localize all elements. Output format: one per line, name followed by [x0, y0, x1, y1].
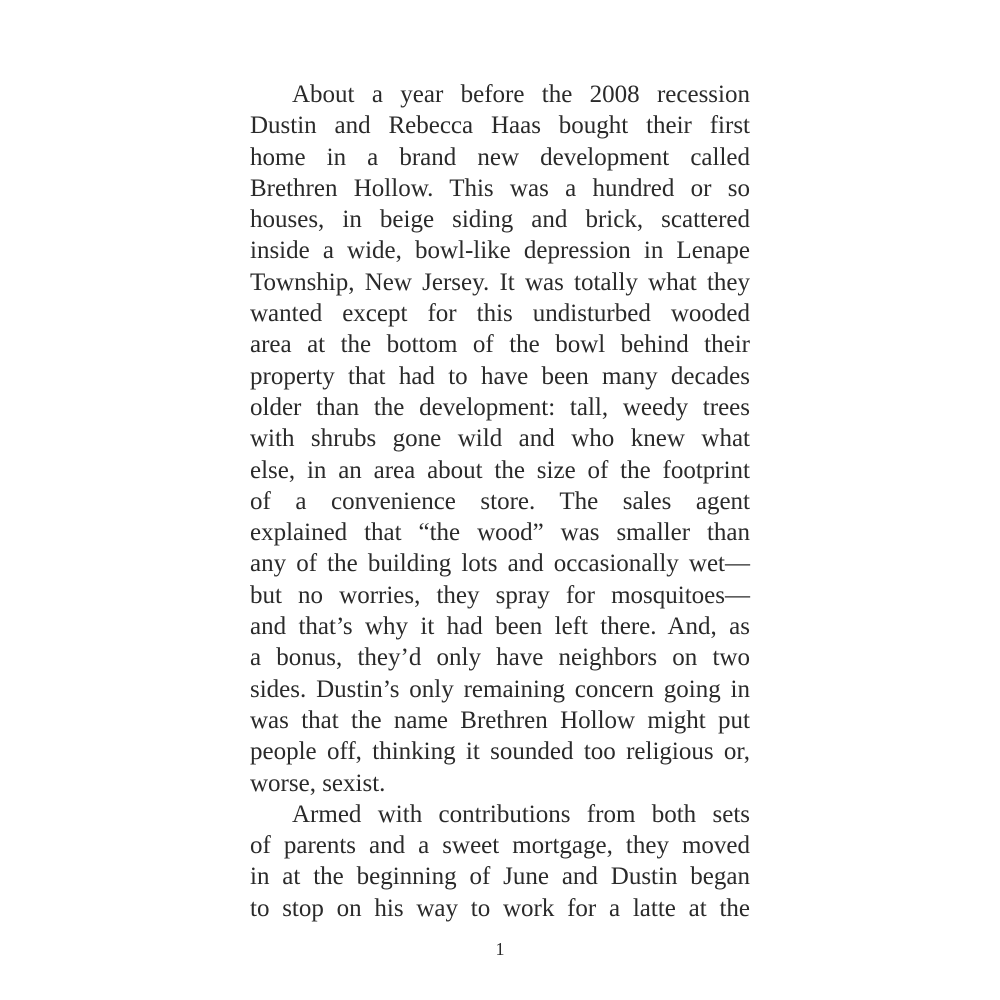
text-line: Armed with contributions from both sets — [292, 800, 750, 828]
text-line: inside a wide, bowl-like depression in Lenape — [250, 237, 750, 265]
text-line: wanted except for this undisturbed wooded — [250, 300, 750, 328]
paragraph-1 — [250, 79, 750, 799]
text-line: people off, thinking it sounded too religious or, — [250, 738, 750, 766]
text-line: was that the name Brethren Hollow might put — [250, 706, 750, 734]
text-line: home in a brand new development called — [250, 143, 750, 171]
text-line: else, in an area about the size of the footprint — [250, 456, 750, 484]
text-line: of parents and a sweet mortgage, they moved — [250, 832, 750, 860]
text-line: sides. Dustin’s only remaining concern going in — [250, 675, 750, 703]
text-line: About a year before the 2008 recession — [292, 81, 750, 108]
text-line: with shrubs gone wild and who knew what — [250, 425, 750, 453]
text-line: to stop on his way to work for a latte at the — [250, 894, 750, 922]
body-text — [250, 79, 750, 924]
text-line: a bonus, they’d only have neighbors on two — [250, 644, 750, 672]
text-line: area at the bottom of the bowl behind their — [250, 331, 750, 359]
text-line: Township, New Jersey. It was totally what they — [250, 268, 750, 296]
text-line: but no worries, they spray for mosquitoes— — [250, 581, 750, 609]
text-line: of a convenience store. The sales agent — [250, 487, 750, 515]
text-line: Dustin and Rebecca Haas bought their first — [250, 112, 750, 140]
text-line: worse, sexist. — [250, 769, 386, 797]
paragraph-2 — [250, 799, 750, 924]
text-line: houses, in beige siding and brick, scattered — [250, 206, 750, 234]
text-line: and that’s why it had been left there. And, as — [250, 613, 750, 641]
text-line: in at the beginning of June and Dustin began — [250, 863, 750, 891]
text-line: explained that “the wood” was smaller than — [250, 519, 750, 547]
text-line: any of the building lots and occasionally wet— — [250, 550, 750, 578]
text-line: property that had to have been many decades — [250, 362, 750, 390]
page-number: 1 — [495, 939, 505, 959]
text-line: Brethren Hollow. This was a hundred or so — [250, 174, 750, 202]
text-line: older than the development: tall, weedy trees — [250, 393, 750, 421]
